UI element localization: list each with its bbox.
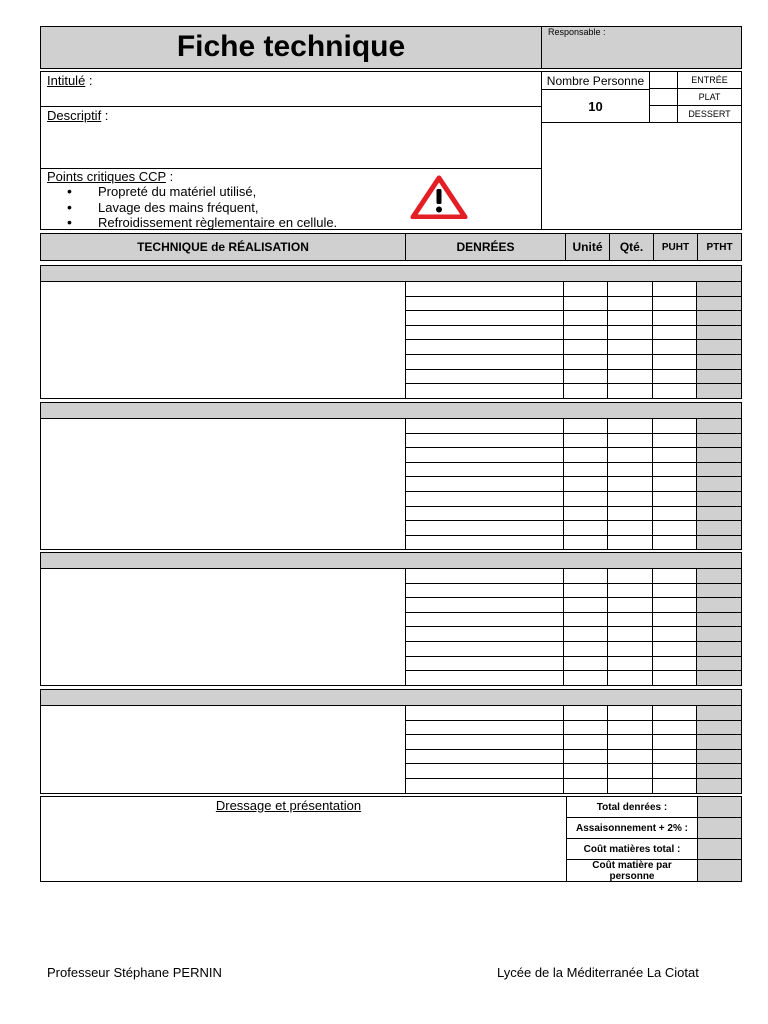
denree-cell[interactable]: [406, 491, 564, 506]
puht-cell[interactable]: [652, 735, 696, 750]
table-row: [406, 627, 742, 642]
technique-textarea[interactable]: [40, 568, 406, 686]
denree-cell[interactable]: [406, 340, 564, 355]
puht-cell[interactable]: [652, 749, 696, 764]
technique-textarea[interactable]: [40, 418, 406, 550]
ingredient-table: [405, 705, 742, 794]
denree-cell[interactable]: [406, 627, 564, 642]
puht-cell[interactable]: [652, 583, 696, 598]
denree-cell[interactable]: [406, 656, 564, 671]
ptht-cell[interactable]: [696, 369, 741, 384]
unite-cell[interactable]: [564, 282, 608, 297]
table-row: [406, 720, 742, 735]
ptht-cell[interactable]: [696, 433, 741, 448]
course-label: PLAT: [698, 92, 721, 102]
qte-cell[interactable]: [608, 506, 652, 521]
course-dessert: [677, 105, 742, 123]
unite-cell[interactable]: [564, 477, 608, 492]
unite-cell[interactable]: [564, 340, 608, 355]
course-label: ENTRÉE: [691, 75, 728, 85]
denree-cell[interactable]: [406, 369, 564, 384]
course-label: DESSERT: [688, 109, 731, 119]
unite-cell[interactable]: [564, 720, 608, 735]
denree-cell[interactable]: [406, 535, 564, 550]
ptht-cell[interactable]: [696, 340, 741, 355]
ingredient-table: [405, 418, 742, 550]
table-row: [406, 612, 742, 627]
section-band: [40, 402, 742, 419]
unite-cell[interactable]: [564, 612, 608, 627]
puht-cell[interactable]: [652, 598, 696, 613]
qte-cell[interactable]: [608, 671, 652, 686]
qte-cell[interactable]: [608, 627, 652, 642]
qte-cell[interactable]: [608, 641, 652, 656]
ptht-cell[interactable]: [696, 764, 741, 779]
puht-cell[interactable]: [652, 778, 696, 793]
ptht-cell[interactable]: [696, 778, 741, 793]
table-row: [406, 521, 742, 536]
ptht-cell[interactable]: [696, 477, 741, 492]
ptht-cell[interactable]: [696, 521, 741, 536]
qte-cell[interactable]: [608, 735, 652, 750]
table-row: [406, 477, 742, 492]
denree-cell[interactable]: [406, 671, 564, 686]
unite-cell[interactable]: [564, 749, 608, 764]
denree-cell[interactable]: [406, 706, 564, 721]
qte-cell[interactable]: [608, 612, 652, 627]
technique-textarea[interactable]: [40, 281, 406, 399]
ptht-cell[interactable]: [696, 354, 741, 369]
denree-cell[interactable]: [406, 598, 564, 613]
qte-cell[interactable]: [608, 384, 652, 399]
unite-cell[interactable]: [564, 671, 608, 686]
puht-cell[interactable]: [652, 521, 696, 536]
table-row: [406, 340, 742, 355]
qte-cell[interactable]: [608, 433, 652, 448]
denree-cell[interactable]: [406, 735, 564, 750]
unite-cell[interactable]: [564, 448, 608, 463]
ptht-cell[interactable]: [696, 282, 741, 297]
total-label: Coût matières total :: [583, 843, 681, 855]
responsable-box: [541, 26, 742, 69]
responsable-label: Responsable :: [548, 27, 606, 37]
intitule-label: Intitulé: [47, 73, 86, 88]
course-entree: [677, 71, 742, 89]
ptht-cell[interactable]: [696, 706, 741, 721]
ingredient-table: [405, 568, 742, 686]
title-box: [40, 26, 542, 69]
col-technique: [40, 233, 406, 261]
table-row: [406, 706, 742, 721]
ptht-cell[interactable]: [696, 671, 741, 686]
personnes-label: Nombre Personne: [546, 73, 645, 88]
puht-cell[interactable]: [652, 612, 696, 627]
ptht-cell[interactable]: [696, 735, 741, 750]
table-row: [406, 735, 742, 750]
qte-cell[interactable]: [608, 462, 652, 477]
total-label: Total denrées :: [596, 801, 668, 813]
puht-cell[interactable]: [652, 477, 696, 492]
ptht-cell[interactable]: [696, 448, 741, 463]
table-row: [406, 419, 742, 434]
denree-cell[interactable]: [406, 778, 564, 793]
unite-cell[interactable]: [564, 369, 608, 384]
puht-cell[interactable]: [652, 340, 696, 355]
puht-cell[interactable]: [652, 419, 696, 434]
ptht-cell[interactable]: [696, 296, 741, 311]
puht-cell[interactable]: [652, 764, 696, 779]
qte-cell[interactable]: [608, 477, 652, 492]
denree-cell[interactable]: [406, 764, 564, 779]
ptht-cell[interactable]: [696, 535, 741, 550]
section-band: [40, 689, 742, 706]
cout-total-label: [566, 838, 698, 860]
qte-cell[interactable]: [608, 598, 652, 613]
table-row: [406, 384, 742, 399]
ptht-cell[interactable]: [696, 419, 741, 434]
unite-cell[interactable]: [564, 641, 608, 656]
denree-cell[interactable]: [406, 641, 564, 656]
denree-cell[interactable]: [406, 384, 564, 399]
intitule-colon: :: [85, 73, 93, 88]
unite-cell[interactable]: [564, 384, 608, 399]
denree-cell[interactable]: [406, 583, 564, 598]
section-band: [40, 265, 742, 282]
qte-cell[interactable]: [608, 311, 652, 326]
denree-cell[interactable]: [406, 325, 564, 340]
unite-cell[interactable]: [564, 311, 608, 326]
puht-cell[interactable]: [652, 720, 696, 735]
ptht-cell[interactable]: [696, 311, 741, 326]
ptht-cell[interactable]: [696, 384, 741, 399]
technique-textarea[interactable]: [40, 705, 406, 794]
denree-cell[interactable]: [406, 354, 564, 369]
denree-cell[interactable]: [406, 612, 564, 627]
unite-cell[interactable]: [564, 778, 608, 793]
ptht-cell[interactable]: [696, 641, 741, 656]
unite-cell[interactable]: [564, 354, 608, 369]
table-row: [406, 778, 742, 793]
qte-cell[interactable]: [608, 569, 652, 584]
puht-cell[interactable]: [652, 325, 696, 340]
qte-cell[interactable]: [608, 448, 652, 463]
cout-total-value[interactable]: [697, 838, 742, 860]
section-band: [40, 552, 742, 569]
qte-cell[interactable]: [608, 706, 652, 721]
unite-cell[interactable]: [564, 735, 608, 750]
table-row: [406, 749, 742, 764]
puht-cell[interactable]: [652, 641, 696, 656]
puht-cell[interactable]: [652, 671, 696, 686]
puht-cell[interactable]: [652, 706, 696, 721]
unite-cell[interactable]: [564, 656, 608, 671]
col-puht: [653, 233, 698, 261]
table-row: [406, 354, 742, 369]
unite-cell[interactable]: [564, 521, 608, 536]
table-row: [406, 369, 742, 384]
col-qte-label: Qté.: [619, 240, 644, 254]
qte-cell[interactable]: [608, 491, 652, 506]
warning-icon: [410, 175, 468, 219]
qte-cell[interactable]: [608, 325, 652, 340]
denree-cell[interactable]: [406, 419, 564, 434]
ccp-colon: :: [165, 169, 174, 184]
qte-cell[interactable]: [608, 282, 652, 297]
puht-cell[interactable]: [652, 282, 696, 297]
ccp-item: • Propreté du matériel utilisé,: [41, 184, 535, 200]
col-qte: [609, 233, 654, 261]
table-row: [406, 506, 742, 521]
puht-cell[interactable]: [652, 491, 696, 506]
denree-cell[interactable]: [406, 448, 564, 463]
total-denrees-label: [566, 796, 698, 818]
total-label: Assaisonnement + 2% :: [576, 822, 688, 834]
table-row: [406, 448, 742, 463]
qte-cell[interactable]: [608, 764, 652, 779]
qte-cell[interactable]: [608, 340, 652, 355]
col-technique-label: TECHNIQUE de RÉALISATION: [137, 240, 309, 254]
table-row: [406, 583, 742, 598]
ccp-label: Points critiques CCP: [47, 169, 166, 184]
ptht-cell[interactable]: [696, 462, 741, 477]
footer-right: Lycée de la Méditerranée La Ciotat: [497, 965, 699, 980]
col-denrees: [405, 233, 566, 261]
personnes-value-cell[interactable]: [541, 89, 650, 123]
col-unite-label: Unité: [572, 240, 603, 254]
denree-cell[interactable]: [406, 282, 564, 297]
ptht-cell[interactable]: [696, 491, 741, 506]
denree-cell[interactable]: [406, 720, 564, 735]
unite-cell[interactable]: [564, 419, 608, 434]
denree-cell[interactable]: [406, 749, 564, 764]
course-check-plat[interactable]: [649, 88, 678, 106]
col-ptht-label: PTHT: [706, 241, 733, 253]
qte-cell[interactable]: [608, 521, 652, 536]
ptht-cell[interactable]: [696, 656, 741, 671]
dressage-label: Dressage et présentation: [215, 798, 362, 813]
qte-cell[interactable]: [608, 778, 652, 793]
denree-cell[interactable]: [406, 433, 564, 448]
course-plat: [677, 88, 742, 106]
puht-cell[interactable]: [652, 296, 696, 311]
puht-cell[interactable]: [652, 535, 696, 550]
col-unite: [565, 233, 610, 261]
denree-cell[interactable]: [406, 569, 564, 584]
col-ptht: [697, 233, 742, 261]
ccp-box: [40, 168, 542, 230]
intitule-field[interactable]: [40, 71, 542, 107]
ptht-cell[interactable]: [696, 569, 741, 584]
ingredient-table: [405, 281, 742, 399]
course-check-dessert[interactable]: [649, 105, 678, 123]
qte-cell[interactable]: [608, 656, 652, 671]
footer-left: Professeur Stéphane PERNIN: [47, 965, 222, 980]
table-row: [406, 491, 742, 506]
ptht-cell[interactable]: [696, 325, 741, 340]
descriptif-label: Descriptif: [47, 108, 102, 123]
ptht-cell[interactable]: [696, 720, 741, 735]
table-row: [406, 598, 742, 613]
qte-cell[interactable]: [608, 720, 652, 735]
unite-cell[interactable]: [564, 325, 608, 340]
qte-cell[interactable]: [608, 296, 652, 311]
table-row: [406, 656, 742, 671]
ccp-item: • Lavage des mains fréquent,: [41, 200, 535, 216]
ptht-cell[interactable]: [696, 612, 741, 627]
assaisonnement-value[interactable]: [697, 817, 742, 839]
personnes-label-cell: [541, 71, 650, 90]
col-denrees-label: DENRÉES: [456, 240, 515, 254]
puht-cell[interactable]: [652, 311, 696, 326]
puht-cell[interactable]: [652, 569, 696, 584]
qte-cell[interactable]: [608, 583, 652, 598]
table-row: [406, 671, 742, 686]
puht-cell[interactable]: [652, 448, 696, 463]
puht-cell[interactable]: [652, 354, 696, 369]
ptht-cell[interactable]: [696, 627, 741, 642]
denree-cell[interactable]: [406, 506, 564, 521]
unite-cell[interactable]: [564, 583, 608, 598]
qte-cell[interactable]: [608, 369, 652, 384]
total-denrees-value[interactable]: [697, 796, 742, 818]
puht-cell[interactable]: [652, 384, 696, 399]
unite-cell[interactable]: [564, 462, 608, 477]
table-row: [406, 641, 742, 656]
col-puht-label: PUHT: [661, 241, 690, 253]
unite-cell[interactable]: [564, 506, 608, 521]
descriptif-field[interactable]: [40, 106, 542, 169]
course-check-entree[interactable]: [649, 71, 678, 89]
denree-cell[interactable]: [406, 462, 564, 477]
unite-cell[interactable]: [564, 598, 608, 613]
unite-cell[interactable]: [564, 535, 608, 550]
table-row: [406, 433, 742, 448]
descriptif-colon: :: [101, 108, 109, 123]
puht-cell[interactable]: [652, 656, 696, 671]
table-row: [406, 282, 742, 297]
unite-cell[interactable]: [564, 296, 608, 311]
table-row: [406, 462, 742, 477]
ptht-cell[interactable]: [696, 749, 741, 764]
dressage-box[interactable]: [40, 796, 567, 882]
qte-cell[interactable]: [608, 749, 652, 764]
table-row: [406, 311, 742, 326]
ptht-cell[interactable]: [696, 598, 741, 613]
cout-personne-value[interactable]: [697, 859, 742, 882]
qte-cell[interactable]: [608, 535, 652, 550]
total-label: Coût matière par personne: [592, 859, 672, 882]
denree-cell[interactable]: [406, 296, 564, 311]
ptht-cell[interactable]: [696, 506, 741, 521]
puht-cell[interactable]: [652, 462, 696, 477]
page-title: Fiche technique: [176, 30, 406, 63]
table-row: [406, 296, 742, 311]
qte-cell[interactable]: [608, 419, 652, 434]
ccp-item: • Refroidissement règlementaire en cellule.: [41, 215, 535, 231]
table-row: [406, 569, 742, 584]
table-row: [406, 535, 742, 550]
personnes-value: 10: [588, 98, 603, 114]
denree-cell[interactable]: [406, 521, 564, 536]
puht-cell[interactable]: [652, 433, 696, 448]
unite-cell[interactable]: [564, 569, 608, 584]
unite-cell[interactable]: [564, 491, 608, 506]
denree-cell[interactable]: [406, 477, 564, 492]
table-row: [406, 325, 742, 340]
puht-cell[interactable]: [652, 627, 696, 642]
puht-cell[interactable]: [652, 369, 696, 384]
unite-cell[interactable]: [564, 764, 608, 779]
unite-cell[interactable]: [564, 627, 608, 642]
ptht-cell[interactable]: [696, 583, 741, 598]
denree-cell[interactable]: [406, 311, 564, 326]
assaisonnement-label: [566, 817, 698, 839]
qte-cell[interactable]: [608, 354, 652, 369]
table-row: [406, 764, 742, 779]
cout-personne-label: [566, 859, 698, 882]
unite-cell[interactable]: [564, 433, 608, 448]
unite-cell[interactable]: [564, 706, 608, 721]
puht-cell[interactable]: [652, 506, 696, 521]
